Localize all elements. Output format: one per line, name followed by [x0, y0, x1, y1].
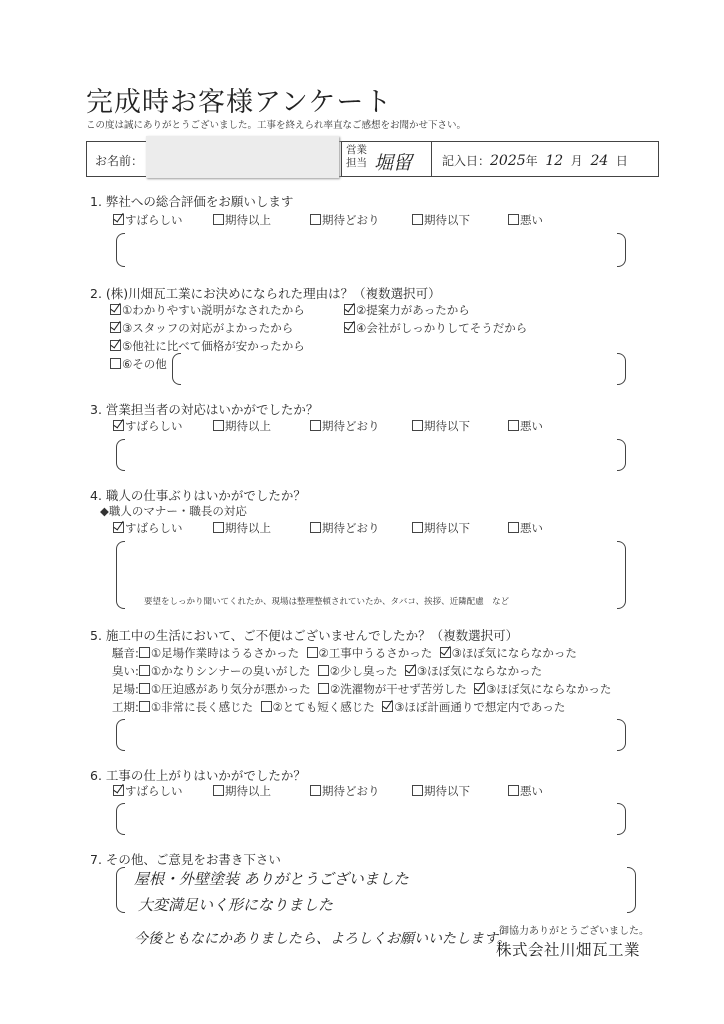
question-6 — [90, 766, 306, 784]
question-text: (株)川畑瓦工業にお決めになられた理由は？（複数選択可） — [105, 286, 441, 301]
q2-option-2[interactable] — [344, 302, 470, 318]
question-number: 1. — [90, 194, 102, 209]
checkbox[interactable] — [213, 214, 224, 225]
option-label: ①かなりシンナーの臭いがした — [150, 664, 311, 678]
option-label: ①わかりやすい説明がなされたから — [122, 303, 305, 317]
q1-option-3[interactable] — [310, 212, 380, 228]
checkbox[interactable] — [310, 522, 321, 533]
option-label: ①足場作業時はうるさかった — [150, 646, 300, 660]
q2-option-1[interactable] — [110, 302, 305, 318]
q4-option-3[interactable] — [310, 520, 380, 536]
q3-option-2[interactable] — [213, 418, 271, 434]
footer-thanks: 御協力ありがとうございました。 — [499, 926, 649, 937]
date-year[interactable]: 2025 — [490, 153, 526, 169]
checkbox-checked[interactable] — [110, 322, 121, 333]
option-label: すばらしい — [125, 784, 183, 798]
checkbox-checked[interactable] — [113, 214, 124, 225]
checkbox[interactable] — [508, 785, 519, 796]
checkbox-checked[interactable] — [110, 340, 121, 351]
q3-option-5[interactable] — [508, 418, 543, 434]
entry-date-cell — [431, 142, 660, 176]
survey-subtitle: この度は誠にありがとうございました。工事を終えられ率直なご感想をお聞かせ下さい。 — [86, 120, 467, 131]
checkbox[interactable] — [213, 522, 224, 533]
option-label: ③ほぼ気にならなかった — [416, 664, 543, 678]
checkbox[interactable] — [318, 665, 329, 676]
q3-option-3[interactable] — [310, 418, 380, 434]
name-redacted-field[interactable] — [146, 136, 339, 178]
option-label: 悪い — [520, 213, 543, 227]
checkbox[interactable] — [412, 785, 423, 796]
q2-other-comment-box[interactable] — [172, 352, 626, 386]
checkbox[interactable] — [213, 785, 224, 796]
question-number: 4. — [90, 488, 102, 503]
q1-option-5[interactable] — [508, 212, 543, 228]
checkbox-checked[interactable] — [344, 322, 355, 333]
q6-option-1[interactable] — [113, 783, 183, 799]
checkbox[interactable] — [508, 522, 519, 533]
checkbox-checked[interactable] — [110, 304, 121, 315]
q3-option-1[interactable] — [113, 418, 183, 434]
checkbox-checked[interactable] — [113, 420, 124, 431]
q1-option-2[interactable] — [213, 212, 271, 228]
question-4 — [90, 486, 306, 504]
q5-comment-box[interactable] — [116, 718, 626, 752]
q4-subheading: ◆職人のマナー・職長の対応 — [100, 504, 247, 518]
checkbox-checked[interactable] — [405, 665, 416, 676]
question-number: 3. — [90, 402, 102, 417]
option-label: 期待以下 — [424, 521, 470, 535]
checkbox[interactable] — [310, 420, 321, 431]
checkbox[interactable] — [310, 785, 321, 796]
checkbox[interactable] — [412, 522, 423, 533]
q5-row-schedule — [112, 699, 565, 715]
question-number: 6. — [90, 768, 102, 783]
date-month[interactable]: 12 — [545, 153, 564, 169]
q1-comment-box[interactable] — [116, 232, 626, 268]
checkbox[interactable] — [412, 214, 423, 225]
question-number: 7. — [90, 852, 102, 867]
checkbox[interactable] — [139, 683, 150, 694]
checkbox-checked[interactable] — [344, 304, 355, 315]
q6-option-3[interactable] — [310, 783, 380, 799]
sales-rep-value[interactable]: 堀留 — [374, 152, 413, 174]
q4-option-4[interactable] — [412, 520, 470, 536]
question-1 — [90, 192, 293, 210]
option-label: 期待以下 — [424, 419, 470, 433]
checkbox[interactable] — [307, 647, 318, 658]
checkbox[interactable] — [139, 665, 150, 676]
question-text: 施工中の生活において、ご不便はございませんでしたか？（複数選択可） — [105, 628, 519, 643]
question-text: 弊社への総合評価をお願いします — [105, 194, 294, 209]
checkbox[interactable] — [139, 647, 150, 658]
option-label: 期待以上 — [225, 419, 271, 433]
name-cell — [87, 142, 335, 176]
option-label: ③ほぼ計画通りで想定内であった — [394, 700, 566, 714]
checkbox[interactable] — [412, 420, 423, 431]
q6-option-5[interactable] — [508, 783, 543, 799]
option-label: すばらしい — [125, 521, 183, 535]
name-label: お名前： — [95, 154, 144, 168]
option-label: 期待以上 — [225, 213, 271, 227]
row-label: 足場: — [112, 682, 139, 696]
q4-option-5[interactable] — [508, 520, 543, 536]
checkbox[interactable] — [508, 214, 519, 225]
row-label: 工期: — [112, 700, 139, 714]
option-label: 期待どおり — [322, 419, 380, 433]
checkbox[interactable] — [110, 358, 121, 369]
checkbox-checked[interactable] — [474, 683, 485, 694]
month-unit: 月 — [570, 154, 583, 168]
option-label: 期待以下 — [424, 213, 470, 227]
option-label: 期待以上 — [225, 784, 271, 798]
question-number: 2. — [90, 286, 102, 301]
q5-row-scaffolding — [112, 681, 611, 697]
q3-comment-box[interactable] — [116, 438, 626, 472]
option-label: ②とても短く感じた — [272, 700, 375, 714]
option-label: ③ほぼ気にならなかった — [451, 646, 577, 660]
option-label: 期待以上 — [225, 521, 271, 535]
option-label: ①非常に長く感じた — [150, 700, 254, 714]
option-label: 悪い — [520, 419, 543, 433]
q7-comment-line-1: 屋根・外壁塗装 ありがとうございました — [134, 870, 409, 888]
checkbox-checked[interactable] — [382, 701, 393, 712]
q7-comment-line-3: 今後ともなにかありましたら、よろしくお願いいたします。 — [134, 931, 511, 947]
option-label: 期待どおり — [322, 784, 380, 798]
checkbox[interactable] — [261, 701, 272, 712]
checkbox[interactable] — [213, 420, 224, 431]
q5-row-noise — [112, 645, 577, 661]
checkbox[interactable] — [310, 214, 321, 225]
checkbox[interactable] — [318, 683, 329, 694]
option-label: 期待どおり — [322, 521, 380, 535]
option-label: 悪い — [520, 521, 543, 535]
question-text: 営業担当者の対応はいかがでしたか？ — [105, 402, 319, 417]
year-unit: 年 — [525, 154, 538, 168]
day-unit: 日 — [615, 154, 628, 168]
row-label: 臭い: — [112, 664, 139, 678]
company-name: 株式会社川畑瓦工業 — [496, 941, 641, 959]
question-text: 職人の仕事ぶりはいかがでしたか？ — [105, 488, 306, 503]
checkbox-checked[interactable] — [113, 522, 124, 533]
q2-option-4[interactable] — [344, 320, 527, 336]
date-day[interactable]: 24 — [590, 153, 609, 169]
option-label: ②洗濯物が干せず苦労した — [330, 682, 467, 696]
question-text: その他、ご意見をお書き下さい — [105, 852, 281, 867]
q4-hint-text: 要望をしっかり聞いてくれたか、現場は整理整頓されていたか、タバコ、挨拶、近隣配慮 など — [144, 597, 510, 607]
option-label: ⑤他社に比べて価格が安かったから — [122, 339, 305, 353]
question-3 — [90, 400, 318, 418]
row-label: 騒音: — [112, 646, 139, 660]
option-label: ②提案力があったから — [356, 303, 470, 317]
sales-label-line2: 担当 — [346, 157, 367, 169]
checkbox[interactable] — [139, 701, 150, 712]
q6-comment-box[interactable] — [116, 802, 626, 836]
option-label: ⑥その他 — [122, 357, 167, 371]
checkbox-checked[interactable] — [440, 647, 451, 658]
q4-comment-box[interactable] — [116, 540, 626, 610]
q2-option-3[interactable] — [110, 320, 293, 336]
option-label: 期待どおり — [322, 213, 380, 227]
question-5 — [90, 626, 518, 644]
q6-option-4[interactable] — [412, 783, 470, 799]
checkbox-checked[interactable] — [113, 785, 124, 796]
option-label: ③ほぼ気にならなかった — [486, 682, 612, 696]
entry-date — [442, 152, 628, 169]
date-label: 記入日： — [442, 154, 491, 168]
option-label: ④会社がしっかりしてそうだから — [356, 321, 528, 335]
q4-option-1[interactable] — [113, 520, 183, 536]
option-label: ③スタッフの対応がよかったから — [122, 321, 294, 335]
sales-rep-cell — [341, 142, 431, 176]
q1-option-4[interactable] — [412, 212, 470, 228]
q5-row-odor — [112, 663, 542, 679]
option-label: すばらしい — [125, 419, 183, 433]
question-number: 5. — [90, 628, 102, 643]
q7-comment-line-2: 大変満足いく形になりました — [138, 896, 334, 914]
q4-option-2[interactable] — [213, 520, 271, 536]
option-label: ②工事中うるさかった — [318, 646, 433, 660]
sales-label-line1: 営業 — [346, 144, 367, 156]
option-label: ②少し臭った — [329, 664, 398, 678]
question-2 — [90, 284, 441, 302]
question-text: 工事の仕上がりはいかがでしたか？ — [105, 768, 306, 783]
survey-title: 完成時お客様アンケート — [86, 87, 393, 118]
q1-option-1[interactable] — [113, 212, 183, 228]
option-label: すばらしい — [125, 213, 183, 227]
sales-rep-label — [346, 144, 367, 170]
q2-option-6[interactable] — [110, 356, 167, 372]
option-label: 悪い — [520, 784, 543, 798]
option-label: 期待以下 — [424, 784, 470, 798]
q3-option-4[interactable] — [412, 418, 470, 434]
header-info-box — [86, 141, 659, 177]
q6-option-2[interactable] — [213, 783, 271, 799]
option-label: ①圧迫感があり気分が悪かった — [150, 682, 311, 696]
checkbox[interactable] — [508, 420, 519, 431]
